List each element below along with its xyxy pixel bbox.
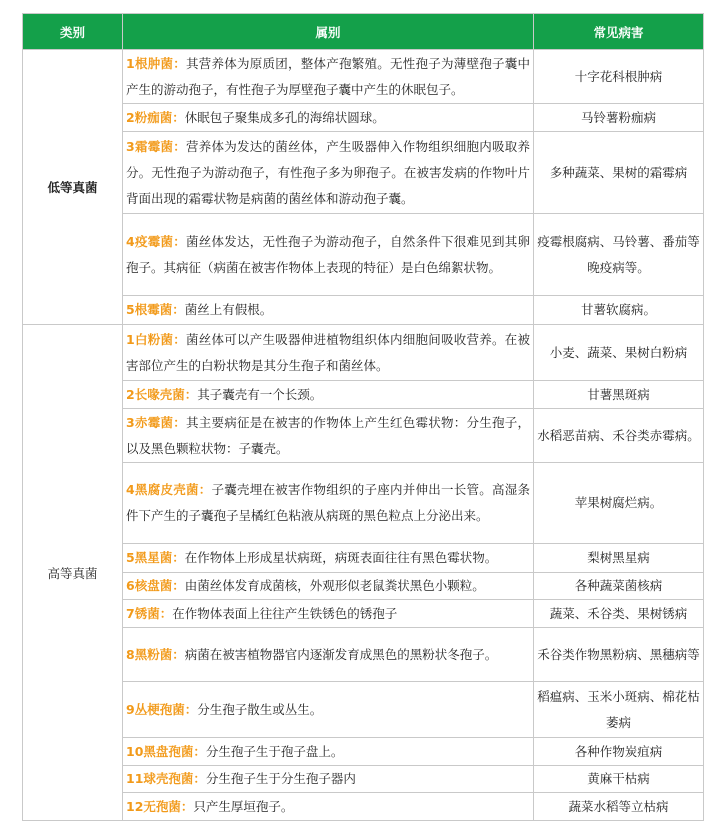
genus-name: 1根肿菌：: [126, 55, 186, 71]
disease-cell: 各种作物炭疽病: [534, 738, 704, 766]
disease-cell: 禾谷类作物黑粉病、黑穗病等: [534, 628, 704, 682]
table-row: [23, 50, 704, 104]
genus-cell: [123, 628, 534, 682]
genus-desc: 营养体为发达的菌丝体，产生吸器伸入作物组织细胞内吸取养分。无性孢子为游动孢子，有性孢子多为卵孢子。在被害发病的作物叶片背面出现的霜霉状物是病菌的菌丝体和游动孢子囊。: [126, 138, 530, 206]
genus-name: 5黑星菌：: [126, 550, 185, 565]
disease-cell: 黄麻干枯病: [534, 766, 704, 793]
genus-desc: 分生孢子生于孢子盘上。: [205, 743, 344, 759]
genus-desc: 在作物体上形成星状病斑，病斑表面往往有黑色霉状物。: [184, 550, 498, 565]
table-row: [23, 793, 704, 821]
disease-cell: 稻瘟病、玉米小斑病、棉花枯萎病: [534, 682, 704, 738]
genus-desc: 菌丝体可以产生吸器伸进植物组织体内细胞间吸收营养。在被害部位产生的白粉状物是其分生孢子和菌丝体。: [126, 331, 530, 373]
table-row: [23, 214, 704, 296]
genus-name: 4疫霉菌：: [126, 233, 186, 249]
disease-cell: 苹果树腐烂病。: [534, 463, 704, 544]
table-row: [23, 296, 704, 325]
genus-cell: [123, 409, 534, 463]
disease-cell: 水稻恶苗病、禾谷类赤霉病。: [534, 409, 704, 463]
genus-name: 10黑盘孢菌：: [126, 743, 206, 759]
genus-desc: 菌丝上有假根。: [184, 302, 273, 317]
genus-cell: [123, 544, 534, 573]
table-row: [23, 766, 704, 793]
genus-name: 11球壳孢菌：: [126, 771, 206, 786]
genus-name: 8黑粉菌：: [126, 646, 185, 662]
disease-cell: 多种蔬菜、果树的霜霉病: [534, 132, 704, 214]
table-row: [23, 600, 704, 628]
table-row: [23, 573, 704, 600]
genus-name: 2长喙壳菌：: [126, 386, 198, 402]
genus-name: 7锈菌：: [126, 605, 173, 621]
genus-cell: [123, 104, 534, 132]
genus-name: 6核盘菌：: [126, 578, 185, 593]
genus-desc: 休眠包子聚集成多孔的海绵状圆球。: [184, 109, 385, 125]
table-row: [23, 463, 704, 544]
genus-name: 4黑腐皮壳菌：: [126, 482, 212, 497]
table-row: [23, 544, 704, 573]
genus-desc: 在作物体表面上往往产生铁锈色的锈孢子: [172, 605, 398, 621]
genus-desc: 分生孢子散生或丛生。: [197, 701, 323, 717]
genus-desc: 菌丝体发达，无性孢子为游动孢子，自然条件下很难见到其卵孢子。其病征（病菌在被害作物体上表现的特征）是白色绵絮状物。: [126, 233, 530, 275]
genus-cell: [123, 793, 534, 821]
table-row: [23, 132, 704, 214]
genus-cell: [123, 600, 534, 628]
genus-cell: [123, 132, 534, 214]
disease-cell: 十字花科根肿病: [534, 50, 704, 104]
genus-cell: [123, 325, 534, 381]
table-header-row: [23, 14, 704, 50]
genus-desc: 其主要病征是在被害的作物体上产生红色霉状物：分生孢子，以及黑色颗粒状物：子囊壳。: [126, 414, 530, 456]
genus-desc: 由菌丝体发育成菌核，外观形似老鼠粪状黑色小颗粒。: [184, 578, 485, 593]
table-row: [23, 682, 704, 738]
disease-cell: 各种蔬菜菌核病: [534, 573, 704, 600]
genus-cell: [123, 381, 534, 409]
genus-cell: [123, 766, 534, 793]
genus-cell: [123, 738, 534, 766]
table-row: [23, 104, 704, 132]
disease-cell: 甘薯黑斑病: [534, 381, 704, 409]
header-disease: 常见病害: [534, 14, 704, 50]
genus-cell: [123, 50, 534, 104]
genus-name: 3赤霉菌：: [126, 414, 186, 430]
genus-desc: 病菌在被害植物器官内逐渐发育成黑色的黑粉状冬孢子。: [184, 646, 498, 662]
category-cell-higher-fungi: 高等真菌: [23, 325, 123, 821]
genus-cell: [123, 296, 534, 325]
genus-desc: 只产生厚垣孢子。: [193, 798, 294, 814]
disease-cell: 甘薯软腐病。: [534, 296, 704, 325]
genus-cell: [123, 682, 534, 738]
genus-cell: [123, 463, 534, 544]
disease-cell: 蔬菜、禾谷类、果树锈病: [534, 600, 704, 628]
genus-desc: 其子囊壳有一个长颈。: [197, 386, 323, 402]
genus-desc: 其营养体为原质团，整体产孢繁殖。无性孢子为薄壁孢子囊中产生的游动孢子，有性孢子为厚壁孢子囊中产生的休眠包子。: [126, 55, 530, 97]
genus-cell: [123, 573, 534, 600]
table-row: [23, 325, 704, 381]
disease-cell: 蔬菜水稻等立枯病: [534, 793, 704, 821]
table-row: [23, 409, 704, 463]
table-row: [23, 381, 704, 409]
header-genus: 属别: [123, 14, 534, 50]
table-row: [23, 738, 704, 766]
genus-cell: [123, 214, 534, 296]
table-row: [23, 628, 704, 682]
disease-cell: 小麦、蔬菜、果树白粉病: [534, 325, 704, 381]
genus-name: 9丛梗孢菌：: [126, 701, 198, 717]
fungi-classification-table: [22, 13, 704, 821]
genus-name: 3霜霉菌：: [126, 138, 186, 154]
genus-name: 2粉痂菌：: [126, 109, 185, 125]
genus-name: 12无孢菌：: [126, 798, 194, 814]
header-category: 类别: [23, 14, 123, 50]
category-cell-lower-fungi: 低等真菌: [23, 50, 123, 325]
genus-desc: 分生孢子生于分生孢子器内: [205, 771, 356, 786]
disease-cell: 马铃薯粉痂病: [534, 104, 704, 132]
disease-cell: 疫霉根腐病、马铃薯、番茄等晚疫病等。: [534, 214, 704, 296]
genus-name: 5根霉菌：: [126, 302, 185, 317]
genus-name: 1白粉菌：: [126, 331, 186, 347]
genus-desc: 子囊壳埋在被害作物组织的子座内并伸出一长管。高湿条件下产生的子囊孢子呈橘红色粘液从病斑的黑色粒点上分泌出来。: [126, 482, 530, 523]
disease-cell: 梨树黑星病: [534, 544, 704, 573]
